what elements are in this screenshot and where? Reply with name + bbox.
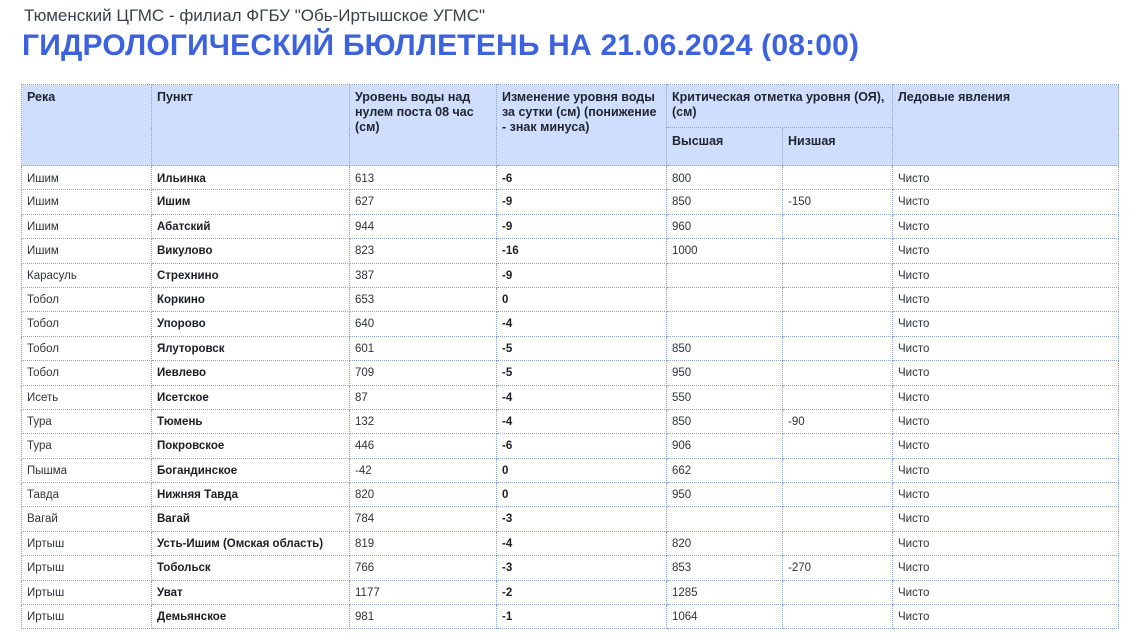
cell-ice: Чисто	[893, 287, 1119, 311]
cell-critical-low	[783, 214, 893, 238]
cell-point: Абатский	[152, 214, 350, 238]
cell-critical-high	[667, 507, 783, 531]
cell-change: -9	[497, 214, 667, 238]
cell-critical-high: 820	[667, 531, 783, 555]
cell-critical-low	[783, 166, 893, 190]
cell-point: Богандинское	[152, 458, 350, 482]
cell-change: -6	[497, 166, 667, 190]
cell-river: Тобол	[22, 287, 152, 311]
cell-ice: Чисто	[893, 361, 1119, 385]
cell-point: Исетское	[152, 385, 350, 409]
header-level: Уровень воды над нулем поста 08 час (см)	[350, 85, 497, 166]
cell-change: -5	[497, 336, 667, 360]
table-row	[22, 214, 1119, 238]
table-header	[22, 85, 1119, 166]
header-river: Река	[22, 85, 152, 166]
cell-level: 1177	[350, 580, 497, 604]
cell-river: Тавда	[22, 483, 152, 507]
cell-level: 387	[350, 263, 497, 287]
cell-critical-low	[783, 312, 893, 336]
header-ice: Ледовые явления	[893, 85, 1119, 166]
cell-river: Пышма	[22, 458, 152, 482]
cell-critical-high	[667, 263, 783, 287]
hydrology-table	[21, 84, 1119, 629]
cell-point: Ишим	[152, 190, 350, 214]
cell-river: Иртыш	[22, 556, 152, 580]
cell-ice: Чисто	[893, 239, 1119, 263]
cell-critical-low	[783, 458, 893, 482]
cell-critical-high: 800	[667, 166, 783, 190]
cell-critical-low	[783, 361, 893, 385]
cell-ice: Чисто	[893, 385, 1119, 409]
bulletin-table-container	[21, 84, 1118, 629]
table-row	[22, 434, 1119, 458]
cell-level: 87	[350, 385, 497, 409]
header-critical: Критическая отметка уровня (ОЯ), (см)	[667, 85, 893, 128]
cell-critical-high: 950	[667, 483, 783, 507]
cell-level: 819	[350, 531, 497, 555]
cell-point: Коркино	[152, 287, 350, 311]
cell-critical-high: 550	[667, 385, 783, 409]
cell-point: Тюмень	[152, 409, 350, 433]
table-row	[22, 361, 1119, 385]
cell-change: -4	[497, 312, 667, 336]
cell-change: -2	[497, 580, 667, 604]
cell-critical-low	[783, 605, 893, 629]
cell-ice: Чисто	[893, 483, 1119, 507]
cell-critical-high	[667, 312, 783, 336]
cell-ice: Чисто	[893, 580, 1119, 604]
cell-river: Ишим	[22, 166, 152, 190]
cell-ice: Чисто	[893, 531, 1119, 555]
cell-critical-high: 850	[667, 409, 783, 433]
cell-change: -9	[497, 263, 667, 287]
cell-critical-high	[667, 287, 783, 311]
cell-critical-low	[783, 434, 893, 458]
cell-critical-high: 850	[667, 190, 783, 214]
cell-ice: Чисто	[893, 312, 1119, 336]
table-row	[22, 409, 1119, 433]
cell-change: -1	[497, 605, 667, 629]
cell-point: Тобольск	[152, 556, 350, 580]
cell-ice: Чисто	[893, 507, 1119, 531]
table-row	[22, 336, 1119, 360]
cell-critical-low	[783, 239, 893, 263]
cell-level: 132	[350, 409, 497, 433]
cell-point: Ильинка	[152, 166, 350, 190]
cell-point: Уват	[152, 580, 350, 604]
cell-change: 0	[497, 483, 667, 507]
cell-critical-high: 1064	[667, 605, 783, 629]
cell-point: Нижняя Тавда	[152, 483, 350, 507]
cell-ice: Чисто	[893, 214, 1119, 238]
cell-ice: Чисто	[893, 556, 1119, 580]
header-change: Изменение уровня воды за сутки (см) (понижение - знак минуса)	[497, 85, 667, 166]
cell-level: 944	[350, 214, 497, 238]
cell-critical-low	[783, 531, 893, 555]
cell-river: Иртыш	[22, 531, 152, 555]
cell-river: Вагай	[22, 507, 152, 531]
cell-ice: Чисто	[893, 166, 1119, 190]
table-row	[22, 605, 1119, 629]
cell-point: Демьянское	[152, 605, 350, 629]
cell-critical-low: -90	[783, 409, 893, 433]
cell-ice: Чисто	[893, 336, 1119, 360]
cell-ice: Чисто	[893, 605, 1119, 629]
cell-river: Иртыш	[22, 580, 152, 604]
cell-river: Тобол	[22, 361, 152, 385]
table-row	[22, 458, 1119, 482]
cell-critical-low	[783, 507, 893, 531]
cell-river: Иртыш	[22, 605, 152, 629]
cell-level: 640	[350, 312, 497, 336]
cell-river: Ишим	[22, 190, 152, 214]
cell-change: -4	[497, 385, 667, 409]
cell-critical-low	[783, 336, 893, 360]
cell-critical-high: 1285	[667, 580, 783, 604]
table-row	[22, 385, 1119, 409]
cell-point: Упорово	[152, 312, 350, 336]
cell-river: Ишим	[22, 214, 152, 238]
organization-subtitle: Тюменский ЦГМС - филиал ФГБУ "Обь-Иртышское УГМС"	[24, 6, 486, 25]
cell-critical-low	[783, 580, 893, 604]
cell-level: 820	[350, 483, 497, 507]
cell-change: -6	[497, 434, 667, 458]
cell-level: 653	[350, 287, 497, 311]
table-row	[22, 239, 1119, 263]
cell-change: -3	[497, 507, 667, 531]
cell-level: 823	[350, 239, 497, 263]
cell-point: Покровское	[152, 434, 350, 458]
cell-critical-low	[783, 287, 893, 311]
cell-level: 601	[350, 336, 497, 360]
cell-ice: Чисто	[893, 434, 1119, 458]
cell-ice: Чисто	[893, 263, 1119, 287]
table-row	[22, 556, 1119, 580]
cell-level: 766	[350, 556, 497, 580]
cell-river: Тура	[22, 409, 152, 433]
cell-critical-high: 950	[667, 361, 783, 385]
cell-level: -42	[350, 458, 497, 482]
cell-river: Тобол	[22, 312, 152, 336]
header-critical-low: Низшая	[783, 128, 893, 166]
cell-ice: Чисто	[893, 190, 1119, 214]
cell-level: 613	[350, 166, 497, 190]
cell-critical-high: 662	[667, 458, 783, 482]
cell-level: 446	[350, 434, 497, 458]
cell-critical-high: 906	[667, 434, 783, 458]
table-row	[22, 580, 1119, 604]
cell-river: Ишим	[22, 239, 152, 263]
cell-level: 709	[350, 361, 497, 385]
cell-change: 0	[497, 287, 667, 311]
cell-change: -16	[497, 239, 667, 263]
cell-river: Тобол	[22, 336, 152, 360]
table-row	[22, 483, 1119, 507]
cell-critical-high: 853	[667, 556, 783, 580]
table-row	[22, 507, 1119, 531]
cell-point: Стрехнино	[152, 263, 350, 287]
cell-level: 627	[350, 190, 497, 214]
cell-change: -5	[497, 361, 667, 385]
cell-point: Вагай	[152, 507, 350, 531]
header-point: Пункт	[152, 85, 350, 166]
cell-level: 784	[350, 507, 497, 531]
cell-critical-low: -270	[783, 556, 893, 580]
cell-critical-high: 960	[667, 214, 783, 238]
cell-level: 981	[350, 605, 497, 629]
cell-critical-high: 850	[667, 336, 783, 360]
cell-ice: Чисто	[893, 458, 1119, 482]
cell-critical-low: -150	[783, 190, 893, 214]
table-row	[22, 531, 1119, 555]
cell-point: Усть-Ишим (Омская область)	[152, 531, 350, 555]
cell-point: Иевлево	[152, 361, 350, 385]
cell-river: Исеть	[22, 385, 152, 409]
table-row	[22, 190, 1119, 214]
cell-change: 0	[497, 458, 667, 482]
cell-change: -3	[497, 556, 667, 580]
cell-change: -9	[497, 190, 667, 214]
cell-point: Викулово	[152, 239, 350, 263]
cell-critical-high: 1000	[667, 239, 783, 263]
cell-critical-low	[783, 483, 893, 507]
cell-change: -4	[497, 531, 667, 555]
cell-point: Ялуторовск	[152, 336, 350, 360]
table-row	[22, 287, 1119, 311]
cell-river: Тура	[22, 434, 152, 458]
table-row	[22, 263, 1119, 287]
table-row	[22, 312, 1119, 336]
page-title: ГИДРОЛОГИЧЕСКИЙ БЮЛЛЕТЕНЬ НА 21.06.2024 (08:00)	[22, 29, 860, 62]
cell-ice: Чисто	[893, 409, 1119, 433]
cell-critical-low	[783, 263, 893, 287]
header-critical-high: Высшая	[667, 128, 783, 166]
cell-river: Карасуль	[22, 263, 152, 287]
table-row	[22, 166, 1119, 190]
cell-critical-low	[783, 385, 893, 409]
table-body	[22, 166, 1119, 629]
cell-change: -4	[497, 409, 667, 433]
